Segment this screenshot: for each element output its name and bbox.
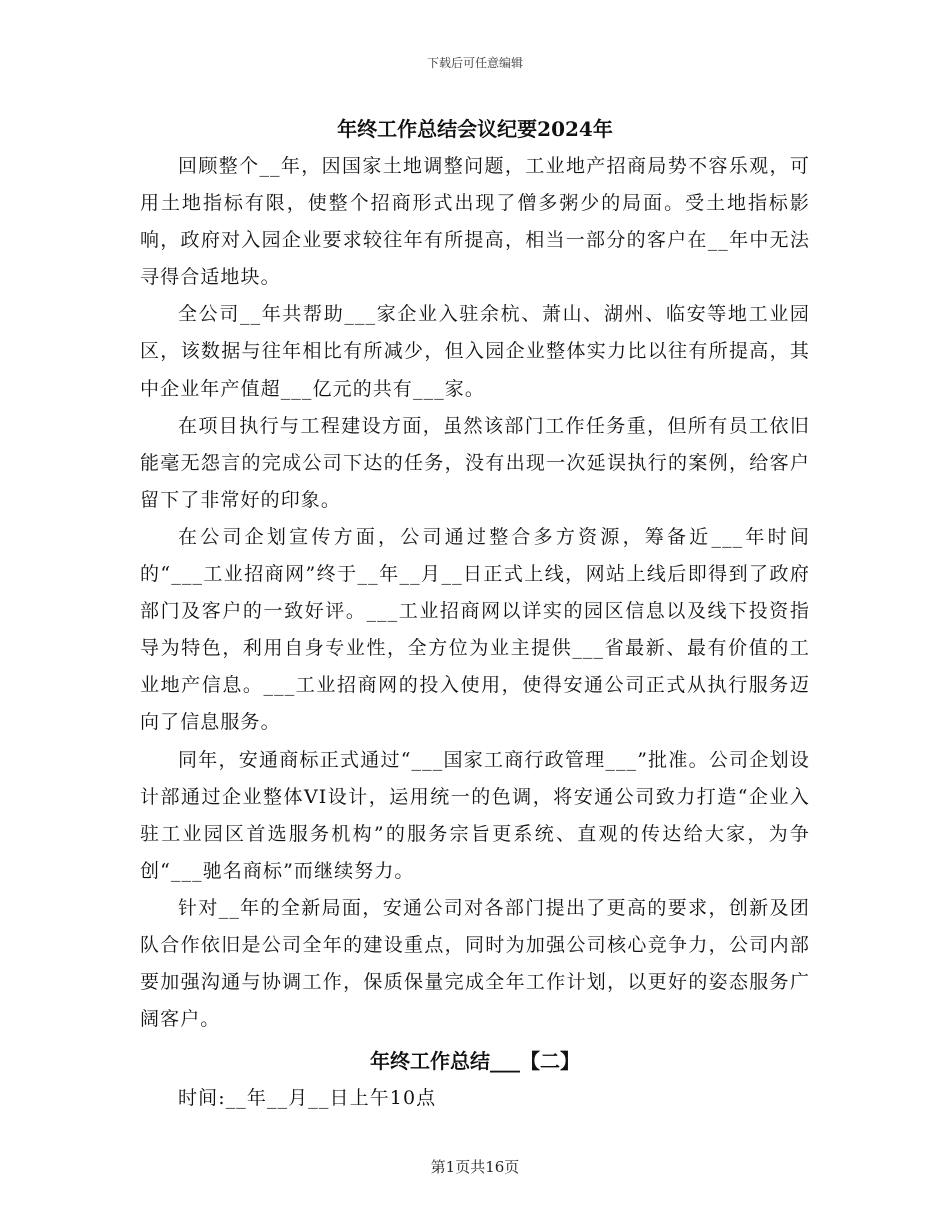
document-body bbox=[140, 110, 810, 1117]
meeting-time: 时间:__年__月__日上午10点 bbox=[178, 1087, 437, 1110]
page-header-note: 下载后可任意编辑 bbox=[426, 56, 523, 70]
paragraph: 同年，安通商标正式通过“___国家工商行政管理___”批准。公司企划设计部通过企业整体VI设计，运用统一的色调，将安通公司致力打造“企业入驻工业园区首选服务机构”的服务宗旨更系统、直观的传达给大家，为争创“___驰名商标”而继续努力。 bbox=[140, 748, 810, 882]
section-subtitle: 年终工作总结___【二】 bbox=[370, 1049, 580, 1074]
page-number: 第1页共16页 bbox=[430, 1158, 520, 1176]
paragraph: 在项目执行与工程建设方面，虽然该部门工作任务重，但所有员工依旧能毫无怨言的完成公司下达的任务，没有出现一次延误执行的案例，给客户留下了非常好的印象。 bbox=[140, 414, 810, 511]
paragraph: 全公司__年共帮助___家企业入驻余杭、萧山、湖州、临安等地工业园区，该数据与往年相比有所减少，但入园企业整体实力比以往有所提高，其中企业年产值超___亿元的共有___家。 bbox=[140, 303, 810, 400]
paragraph: 针对__年的全新局面，安通公司对各部门提出了更高的要求，创新及团队合作依旧是公司全年的建设重点，同时为加强公司核心竞争力，公司内部要加强沟通与协调工作，保质保量完成全年工作计划，以更好的姿态服务广阔客户。 bbox=[140, 896, 810, 1031]
paragraph: 回顾整个__年，因国家土地调整问题，工业地产招商局势不容乐观，可用土地指标有限，使整个招商形式出现了僧多粥少的局面。受土地指标影响，政府对入园企业要求较往年有所提高，相当一部分的客户在__年中无法寻得合适地块。 bbox=[140, 155, 810, 289]
paragraph: 在公司企划宣传方面，公司通过整合多方资源，筹备近___年时间的“___工业招商网”终于__年__月__日正式上线，网站上线后即得到了政府部门及客户的一致好评。___工业招商网以详实的园区信息以及线下投资指导为特色，利用自身专业性，全方位为业主提供___省最新、最有价值的工业地产信息。___工业招商网的投入使用，使得安通公司正式从执行服务迈向了信息服务。 bbox=[140, 525, 810, 734]
document-title: 年终工作总结会议纪要2024年 bbox=[337, 117, 613, 141]
